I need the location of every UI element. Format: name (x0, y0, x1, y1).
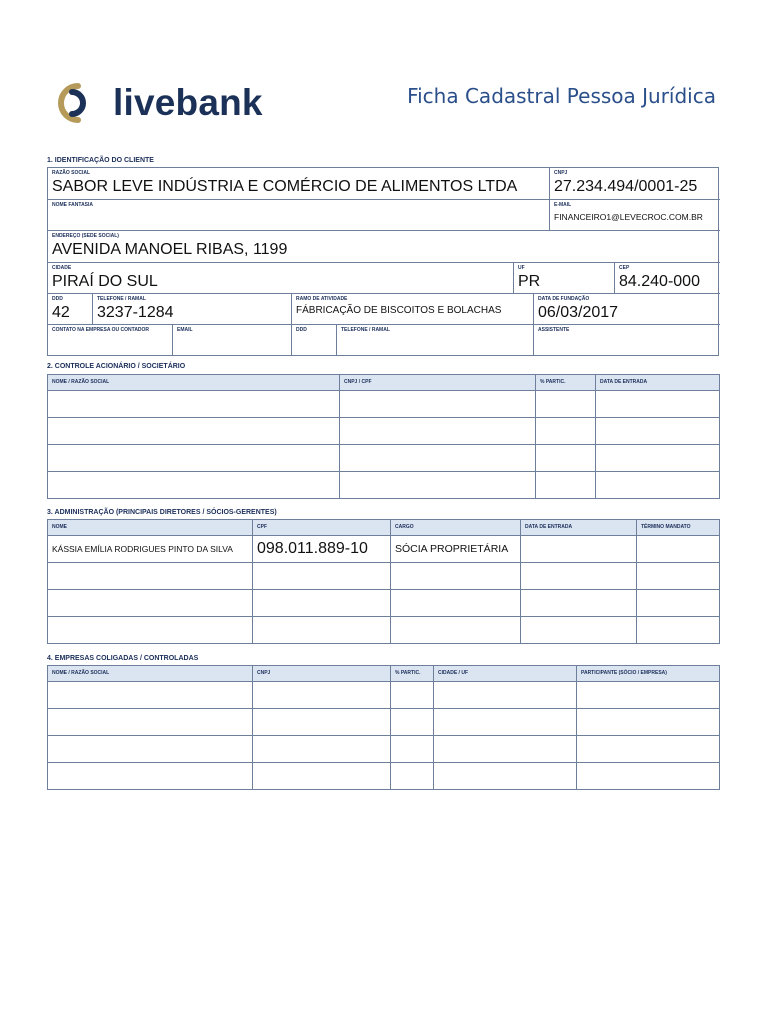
table-row (48, 590, 720, 617)
assistente-cell (534, 325, 720, 355)
table-cell[interactable] (48, 391, 340, 418)
telefone-field[interactable]: 3237-1284 (97, 304, 174, 321)
page-title: Ficha Cadastral Pessoa Jurídica (407, 84, 716, 108)
table-cell[interactable] (637, 563, 720, 590)
email-cell (550, 200, 720, 231)
column-header: NOME / RAZÃO SOCIAL (52, 670, 110, 676)
contato-email-cell (173, 325, 292, 355)
razao-social-cell (48, 168, 550, 200)
brand-name: livebank (113, 82, 263, 123)
table-cell[interactable] (577, 709, 720, 736)
ramo-atividade-cell (292, 294, 534, 325)
table-header-row (48, 375, 720, 391)
table-cell[interactable] (391, 682, 434, 709)
table-cell[interactable] (521, 590, 637, 617)
table-cell[interactable] (340, 418, 536, 445)
table-cell[interactable] (596, 418, 720, 445)
table-cell[interactable] (521, 563, 637, 590)
cnpj-cell (550, 168, 720, 200)
contato-ddd-label: DDD (296, 327, 307, 333)
table-cell[interactable] (340, 472, 536, 499)
table-cell[interactable] (391, 709, 434, 736)
contato-ddd-cell (292, 325, 337, 355)
ramo-atividade-field[interactable]: FÁBRICAÇÃO DE BISCOITOS E BOLACHAS (296, 305, 502, 316)
table-cell[interactable] (521, 617, 637, 644)
admin-cargo-cell[interactable] (391, 536, 521, 563)
table-cell[interactable] (48, 736, 253, 763)
uf-field[interactable]: PR (518, 273, 541, 290)
table-cell[interactable] (48, 472, 340, 499)
data-fundacao-field[interactable]: 06/03/2017 (538, 304, 619, 321)
admin-cpf-value: 098.011.889-10 (257, 540, 368, 557)
table-cell[interactable] (391, 617, 521, 644)
admin-cpf-cell[interactable] (253, 536, 391, 563)
section-4-title: 4. EMPRESAS COLIGADAS / CONTROLADAS (47, 655, 199, 662)
column-header: PARTICIPANTE (SÓCIO / EMPRESA) (581, 670, 667, 676)
cidade-label: CIDADE (52, 265, 72, 271)
table-header-row (48, 520, 720, 536)
table-cell[interactable] (48, 563, 253, 590)
column-header: CPF (257, 524, 267, 530)
email-label: E-MAIL (554, 202, 572, 208)
table-cell[interactable] (48, 709, 253, 736)
column-header: NOME / RAZÃO SOCIAL (52, 379, 110, 385)
ddd-field[interactable]: 42 (52, 304, 70, 321)
column-header: % PARTIC. (395, 670, 421, 676)
column-header: DATA DE ENTRADA (525, 524, 573, 530)
table-cell[interactable] (48, 763, 253, 790)
table-row (48, 563, 720, 590)
table-cell[interactable] (391, 736, 434, 763)
endereco-label: ENDEREÇO (SEDE SOCIAL) (52, 233, 119, 239)
uf-label: UF (518, 265, 525, 271)
table-cell[interactable] (253, 763, 391, 790)
affiliated-companies-table (47, 665, 720, 790)
admin-nome-value: KÁSSIA EMÍLIA RODRIGUES PINTO DA SILVA (52, 544, 233, 554)
table-row (48, 418, 720, 445)
nome-fantasia-label: NOME FANTASIA (52, 202, 94, 208)
table-cell[interactable] (253, 709, 391, 736)
livebank-logo (47, 82, 287, 124)
table-cell[interactable] (434, 682, 577, 709)
table-row (48, 391, 720, 418)
column-header: % PARTIC. (540, 379, 566, 385)
table-row (48, 709, 720, 736)
cep-cell (615, 263, 720, 294)
table-row (48, 617, 720, 644)
column-header: CIDADE / UF (438, 670, 468, 676)
data-fundacao-cell (534, 294, 720, 325)
section-2-title: 2. CONTROLE ACIONÁRIO / SOCIETÁRIO (47, 363, 186, 370)
table-header-row (48, 666, 720, 682)
table-cell[interactable] (536, 472, 596, 499)
table-row (48, 682, 720, 709)
table-cell[interactable] (596, 391, 720, 418)
contato-cell (48, 325, 173, 355)
column-header: CNPJ / CPF (344, 379, 372, 385)
table-cell[interactable] (48, 617, 253, 644)
assistente-label: ASSISTENTE (538, 327, 570, 333)
uf-cell (514, 263, 615, 294)
razao-social-field[interactable]: SABOR LEVE INDÚSTRIA E COMÉRCIO DE ALIMENTOS LTDA (52, 178, 518, 195)
table-cell[interactable] (637, 617, 720, 644)
section-3-title: 3. ADMINISTRAÇÃO (PRINCIPAIS DIRETORES / SÓCIOS-GERENTES) (47, 509, 277, 516)
cep-field[interactable]: 84.240-000 (619, 273, 700, 290)
table-cell[interactable] (434, 736, 577, 763)
client-identification-form (47, 167, 719, 356)
table-cell[interactable] (536, 445, 596, 472)
table-cell[interactable] (521, 536, 637, 563)
contato-telefone-label: TELEFONE / RAMAL (341, 327, 390, 333)
table-cell[interactable] (253, 563, 391, 590)
table-cell[interactable] (391, 563, 521, 590)
endereco-cell (48, 231, 720, 263)
table-cell[interactable] (596, 472, 720, 499)
table-cell[interactable] (48, 682, 253, 709)
column-header: NOME (52, 524, 67, 530)
table-cell[interactable] (253, 736, 391, 763)
table-row (48, 536, 720, 563)
endereco-field[interactable]: AVENIDA MANOEL RIBAS, 1199 (52, 241, 288, 258)
section-1-title: 1. IDENTIFICAÇÃO DO CLIENTE (47, 157, 154, 164)
table-cell[interactable] (48, 418, 340, 445)
table-row (48, 472, 720, 499)
telefone-cell (93, 294, 292, 325)
cep-label: CEP (619, 265, 630, 271)
table-cell[interactable] (434, 763, 577, 790)
table-row (48, 763, 720, 790)
razao-social-label: RAZÃO SOCIAL (52, 170, 91, 176)
table-row (48, 736, 720, 763)
column-header: DATA DE ENTRADA (600, 379, 648, 385)
column-header: CNPJ (257, 670, 271, 676)
nome-fantasia-cell (48, 200, 550, 231)
table-cell[interactable] (391, 590, 521, 617)
table-cell[interactable] (637, 590, 720, 617)
administration-table (47, 519, 720, 644)
cidade-cell (48, 263, 514, 294)
table-cell[interactable] (340, 391, 536, 418)
table-cell[interactable] (596, 445, 720, 472)
table-cell[interactable] (536, 391, 596, 418)
table-cell[interactable] (253, 590, 391, 617)
telefone-label: TELEFONE / RAMAL (97, 296, 146, 302)
table-cell[interactable] (637, 536, 720, 563)
table-cell[interactable] (391, 763, 434, 790)
contato-email-label: EMAIL (177, 327, 193, 333)
table-cell[interactable] (253, 682, 391, 709)
data-fundacao-label: DATA DE FUNDAÇÃO (538, 296, 590, 302)
table-cell[interactable] (340, 445, 536, 472)
table-row (48, 445, 720, 472)
table-cell[interactable] (536, 418, 596, 445)
table-cell[interactable] (253, 617, 391, 644)
shareholders-table (47, 374, 720, 499)
ddd-cell (48, 294, 93, 325)
table-cell[interactable] (434, 709, 577, 736)
cnpj-label: CNPJ (554, 170, 568, 176)
admin-nome-cell[interactable] (48, 536, 253, 563)
ddd-label: DDD (52, 296, 63, 302)
email-field[interactable]: FINANCEIRO1@LEVECROC.COM.BR (554, 212, 703, 222)
admin-cargo-value: SÓCIA PROPRIETÁRIA (395, 543, 509, 555)
table-cell[interactable] (577, 763, 720, 790)
table-cell[interactable] (48, 590, 253, 617)
table-cell[interactable] (48, 445, 340, 472)
contato-telefone-cell (337, 325, 534, 355)
column-header: TÉRMINO MANDATO (641, 524, 691, 530)
cnpj-field[interactable]: 27.234.494/0001-25 (554, 178, 698, 195)
table-cell[interactable] (577, 682, 720, 709)
table-cell[interactable] (577, 736, 720, 763)
contato-label: CONTATO NA EMPRESA OU CONTADOR (52, 327, 150, 333)
ramo-atividade-label: RAMO DE ATIVIDADE (296, 296, 348, 302)
column-header: CARGO (395, 524, 414, 530)
livebank-logo-icon (47, 82, 105, 124)
cidade-field[interactable]: PIRAÍ DO SUL (52, 273, 158, 290)
